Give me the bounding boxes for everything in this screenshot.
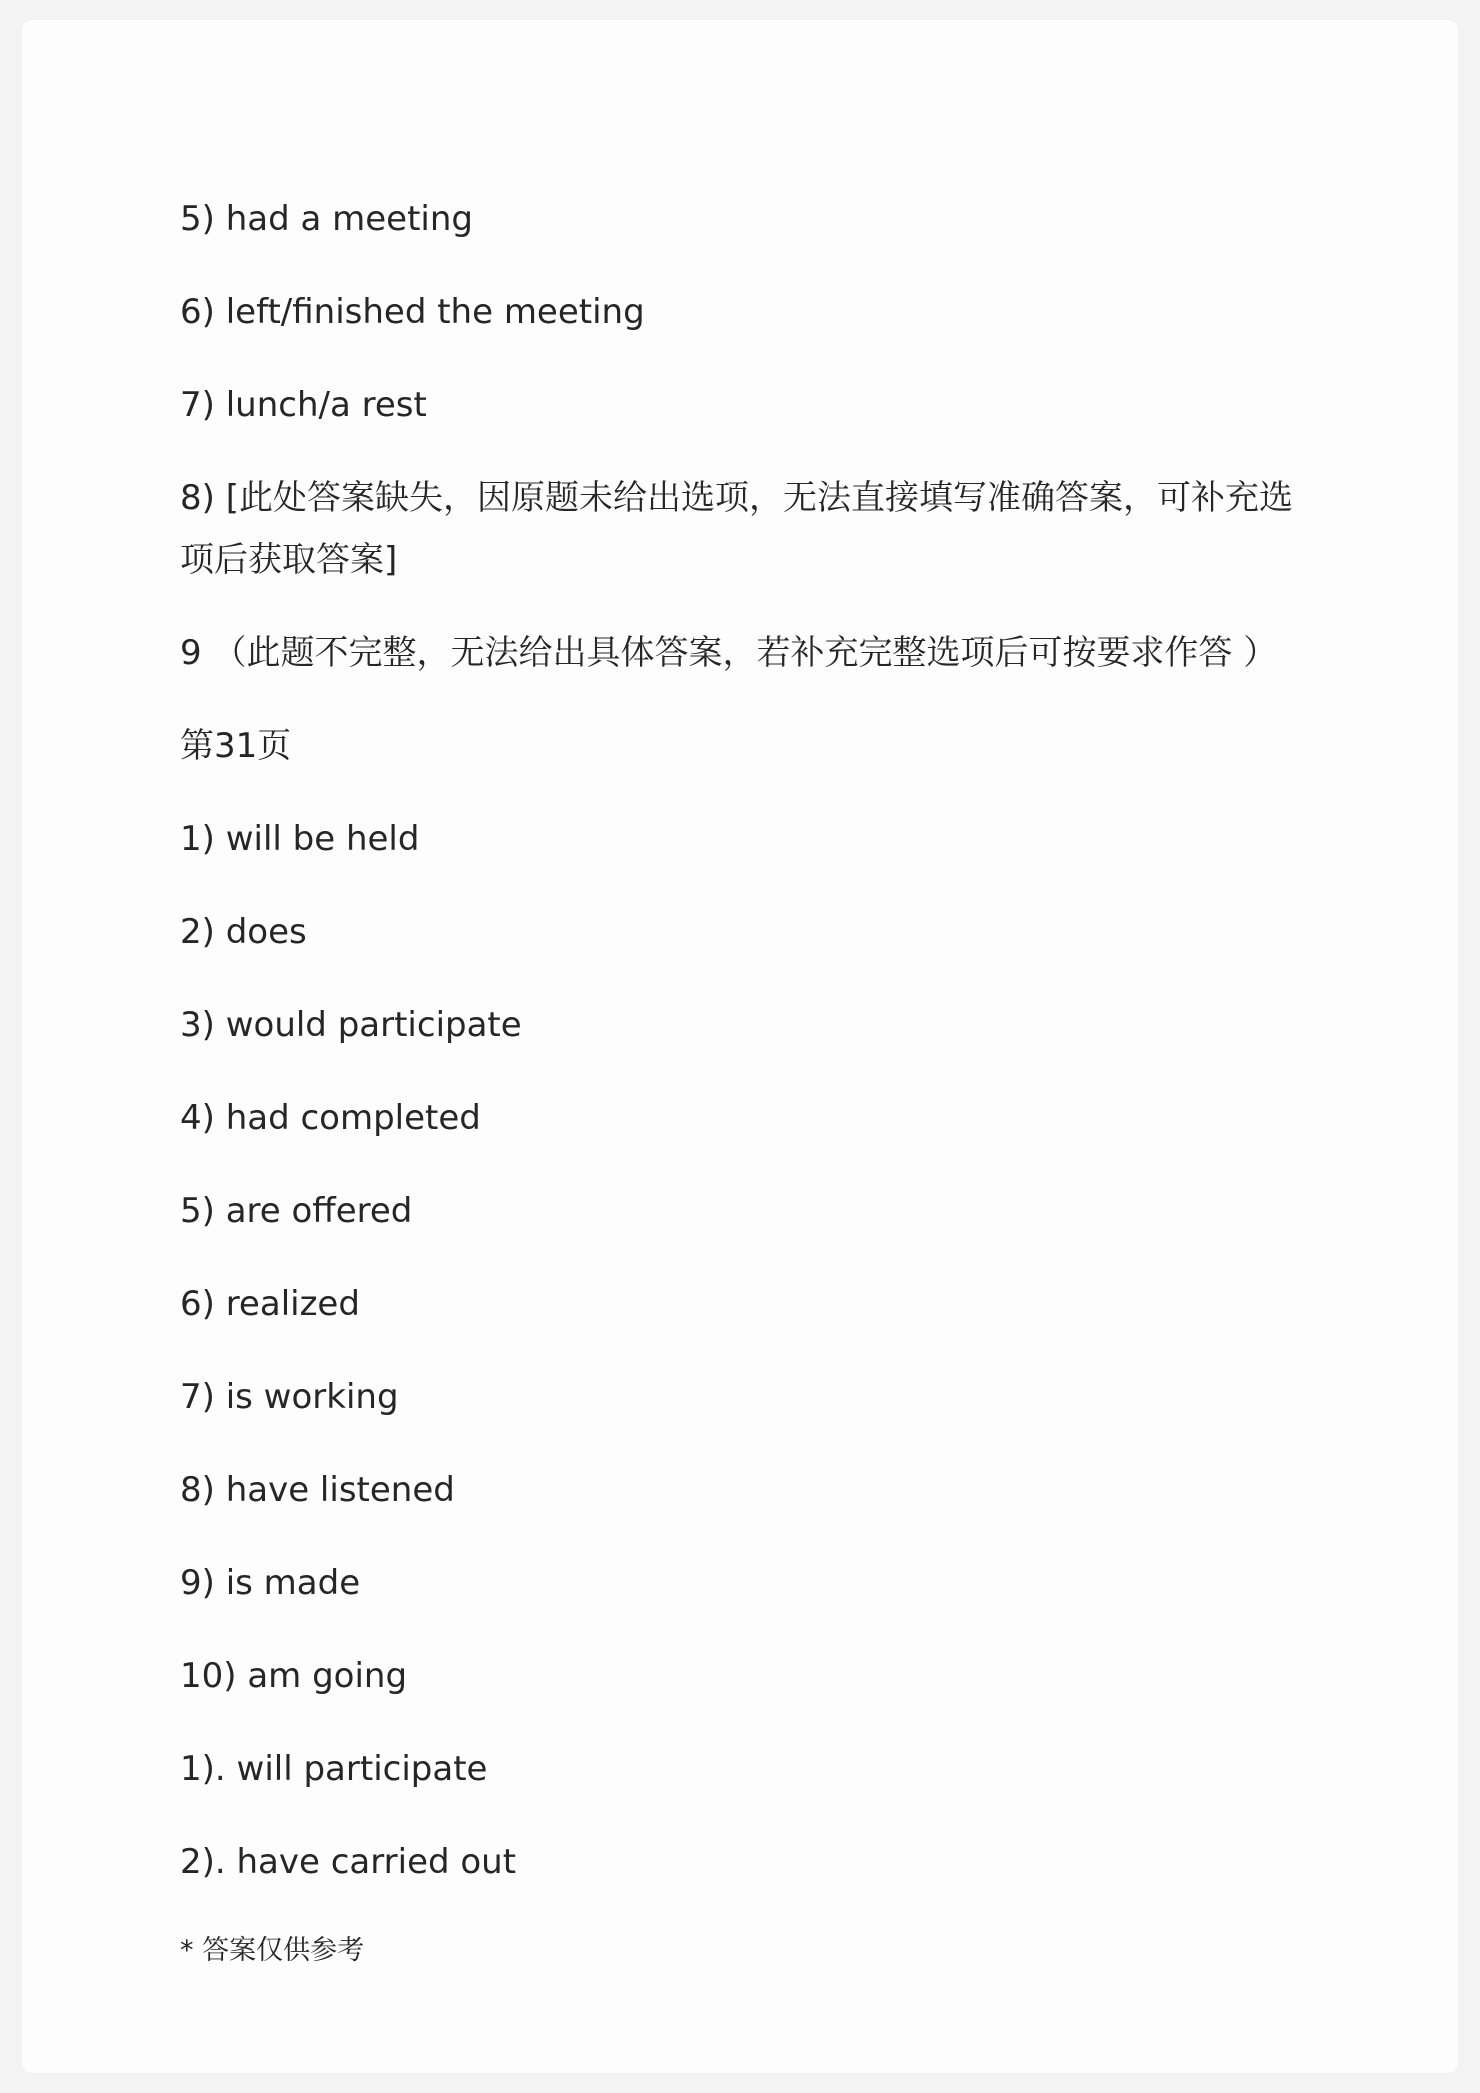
document-page	[22, 20, 1458, 2073]
answer-line: 8) have listened	[180, 1470, 455, 1510]
answer-list	[180, 188, 1320, 1971]
answer-line: 2) does	[180, 912, 307, 952]
answer-line: 9) is made	[180, 1563, 361, 1603]
answer-line-missing-note: 8) [此处答案缺失，因原题未给出选项，无法直接填写准确答案，可补充选项后获取答案]	[180, 478, 1293, 580]
answer-line: 6) left/finished the meeting	[180, 292, 645, 332]
answer-line: 7) is working	[180, 1377, 399, 1417]
answer-line-incomplete-note: 9 （此题不完整，无法给出具体答案，若补充完整选项后可按要求作答 ）	[180, 633, 1278, 673]
answer-line: 2). have carried out	[180, 1842, 517, 1882]
footnote: * 答案仅供参考	[180, 1935, 365, 1966]
answer-line: 5) are offered	[180, 1191, 413, 1231]
answer-line: 3) would participate	[180, 1005, 522, 1045]
answer-line: 1) will be held	[180, 819, 420, 859]
answer-line: 10) am going	[180, 1656, 408, 1696]
answer-line: 7) lunch/a rest	[180, 385, 427, 425]
answer-line: 6) realized	[180, 1284, 360, 1324]
answer-line: 5) had a meeting	[180, 199, 473, 239]
answer-line: 1). will participate	[180, 1749, 488, 1789]
page-section-heading: 第31页	[180, 726, 292, 766]
answer-line: 4) had completed	[180, 1098, 481, 1138]
